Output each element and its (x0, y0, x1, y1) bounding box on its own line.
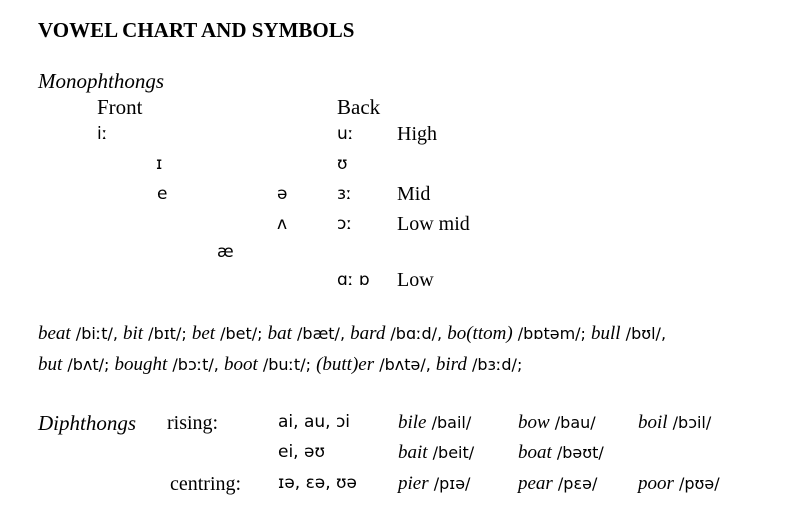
centring-label: centring: (170, 473, 242, 495)
back-label: Back (337, 95, 381, 119)
example-pair: bard /bɑːd/, (350, 323, 448, 344)
front-label: Front (97, 95, 143, 119)
vowel-symbol: ʊ (337, 154, 348, 174)
example-pair: boot /buːt/; (223, 354, 317, 375)
example-pair: bull /bʊl/, (591, 323, 667, 344)
height-label-low: Low (397, 269, 434, 291)
example-pair: bet /bet/; (191, 323, 268, 344)
rising-label: rising: (167, 412, 219, 434)
example-pair: bought /bɔːt/, (114, 354, 224, 375)
diphthong-symbols: ei, əʊ (278, 442, 325, 462)
vowel-symbol: ɑː ɒ (337, 270, 370, 290)
example-line-1 (38, 324, 666, 343)
example-pair: but /bʌt/; (38, 354, 115, 375)
diphthong-example: bait /beit/ (398, 442, 475, 463)
diphthong-example: bow /bau/ (518, 412, 596, 433)
diphthong-example: pier /pɪə/ (398, 473, 471, 494)
diphthong-example: boat /bəʊt/ (518, 442, 604, 463)
vowel-symbol: ɔː (337, 214, 353, 234)
vowel-symbol: æ (217, 242, 234, 262)
example-pair: bat /bæt/, (267, 323, 351, 344)
monophthongs-heading: Monophthongs (38, 69, 164, 93)
example-pair: (butt)er /bʌtə/, (316, 354, 436, 375)
diphthongs-heading: Diphthongs (38, 411, 137, 435)
height-label-low-mid: Low mid (397, 213, 470, 235)
diphthong-example: bile /bail/ (398, 412, 472, 433)
diphthong-symbols: ai, au, ɔi (278, 412, 351, 432)
vowel-symbol: ə (277, 184, 288, 204)
example-pair: beat /biːt/, (38, 323, 124, 344)
vowel-symbol: e (157, 184, 168, 204)
vowel-symbol: uː (337, 124, 354, 144)
example-line-2 (38, 355, 522, 374)
diphthong-example: poor /pʊə/ (638, 473, 720, 494)
vowel-symbol: ʌ (277, 214, 288, 234)
diphthong-example: pear /pɛə/ (518, 473, 598, 494)
vowel-symbol: ɜː (337, 184, 352, 204)
vowel-symbol: iː (97, 124, 108, 144)
height-label-high: High (397, 123, 437, 145)
example-pair: bird /bɜːd/; (435, 354, 523, 375)
example-pair: bo(ttom) /bɒtəm/; (447, 323, 592, 344)
page-title: VOWEL CHART AND SYMBOLS (38, 18, 355, 42)
vowel-symbol: ɪ (156, 154, 163, 174)
height-label-mid: Mid (397, 183, 431, 205)
diphthong-symbols: ɪə, ɛə, ʊə (278, 473, 357, 493)
example-pair: bit /bɪt/; (123, 323, 192, 344)
diphthong-example: boil /bɔil/ (638, 412, 712, 433)
